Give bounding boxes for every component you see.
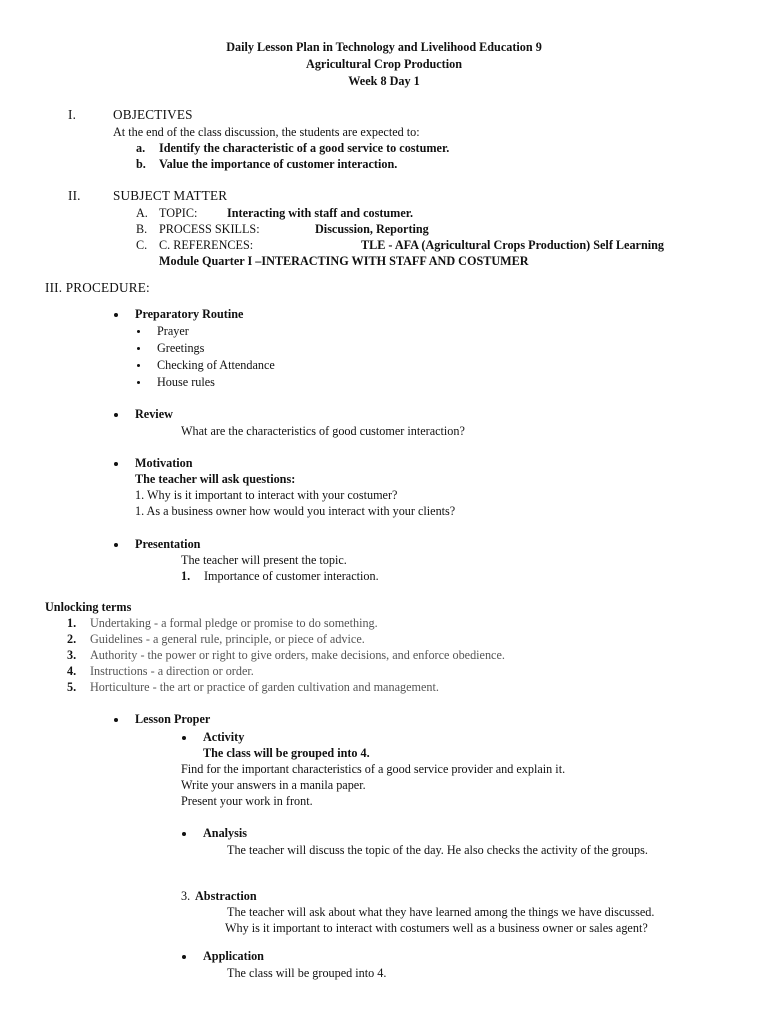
abstraction-heading: Abstraction — [195, 889, 257, 903]
bullet-icon — [114, 313, 118, 317]
objective-b-text: Value the importance of customer interaction. — [159, 157, 398, 171]
bullet-icon — [114, 413, 118, 417]
bullet-icon — [114, 718, 118, 722]
bullet-icon — [137, 347, 140, 350]
motivation-question: 1. Why is it important to interact with your costumer? — [135, 488, 398, 502]
application-heading: Application — [203, 949, 264, 963]
preparatory-routine-heading: Preparatory Routine — [135, 307, 244, 321]
bullet-icon — [137, 381, 140, 384]
routine-item: Checking of Attendance — [157, 358, 275, 372]
activity-heading: Activity — [203, 730, 245, 744]
bullet-icon — [137, 330, 140, 333]
abstraction-number: 3. — [181, 889, 191, 903]
term-number: 1. — [67, 616, 77, 630]
bullet-icon — [182, 736, 186, 740]
review-text: What are the characteristics of good customer interaction? — [181, 424, 465, 438]
process-skills-label: PROCESS SKILLS: — [159, 222, 260, 236]
bullet-icon — [182, 955, 186, 959]
doc-subtitle: Agricultural Crop Production — [306, 57, 462, 71]
term-text: Instructions - a direction or order. — [90, 664, 254, 678]
doc-week-day: Week 8 Day 1 — [348, 74, 420, 88]
analysis-heading: Analysis — [203, 826, 248, 840]
analysis-text: The teacher will discuss the topic of the day. He also checks the activity of the groups. — [227, 843, 648, 857]
subject-matter-number: II. — [68, 188, 81, 203]
activity-subheading: The class will be grouped into 4. — [203, 746, 370, 760]
unlocking-terms-heading: Unlocking terms — [45, 600, 132, 614]
topic-label: TOPIC: — [159, 206, 198, 220]
activity-line: Find for the important characteristics of a good service provider and explain it. — [181, 762, 566, 776]
objective-b-marker: b. — [136, 157, 146, 171]
term-number: 5. — [67, 680, 77, 694]
abstraction-line: The teacher will ask about what they have learned among the things we have discussed. — [227, 905, 655, 919]
routine-item: Prayer — [157, 324, 189, 338]
activity-line: Present your work in front. — [181, 794, 313, 808]
objectives-number: I. — [68, 107, 77, 122]
topic-value: Interacting with staff and costumer. — [227, 206, 414, 220]
presentation-item-text: Importance of customer interaction. — [204, 569, 379, 583]
topic-marker: A. — [136, 206, 148, 220]
term-text: Horticulture - the art or practice of garden cultivation and management. — [90, 680, 439, 694]
motivation-question: 1. As a business owner how would you interact with your clients? — [135, 504, 456, 518]
bullet-icon — [182, 832, 186, 836]
term-number: 4. — [67, 664, 77, 678]
presentation-heading: Presentation — [135, 537, 201, 551]
references-continued: Module Quarter I –INTERACTING WITH STAFF AND COSTUMER — [159, 254, 529, 268]
bullet-icon — [114, 543, 118, 547]
term-text: Guidelines - a general rule, principle, or piece of advice. — [90, 632, 365, 646]
bullet-icon — [114, 462, 118, 466]
term-number: 2. — [67, 632, 77, 646]
references-marker: C. — [136, 238, 148, 252]
lesson-proper-heading: Lesson Proper — [135, 712, 211, 726]
subject-matter-heading: SUBJECT MATTER — [113, 188, 228, 203]
bullet-icon — [137, 364, 140, 367]
process-skills-marker: B. — [136, 222, 148, 236]
routine-item: House rules — [157, 375, 215, 389]
routine-item: Greetings — [157, 341, 205, 355]
doc-title: Daily Lesson Plan in Technology and Livelihood Education 9 — [226, 40, 542, 54]
review-heading: Review — [135, 407, 173, 421]
application-text: The class will be grouped into 4. — [227, 966, 387, 980]
motivation-heading: Motivation — [135, 456, 193, 470]
motivation-subheading: The teacher will ask questions: — [135, 472, 296, 486]
objectives-intro: At the end of the class discussion, the students are expected to: — [113, 125, 420, 139]
references-value: TLE - AFA (Agricultural Crops Production) Self Learning — [361, 238, 665, 252]
term-text: Undertaking - a formal pledge or promise to do something. — [90, 616, 378, 630]
references-label: C. REFERENCES: — [159, 238, 254, 252]
objective-a-marker: a. — [136, 141, 146, 155]
term-text: Authority - the power or right to give orders, make decisions, and enforce obedience. — [90, 648, 505, 662]
procedure-heading: III. PROCEDURE: — [45, 280, 150, 295]
term-number: 3. — [67, 648, 77, 662]
objectives-heading: OBJECTIVES — [113, 107, 193, 122]
objective-a-text: Identify the characteristic of a good service to costumer. — [159, 141, 450, 155]
abstraction-line: Why is it important to interact with costumers well as a business owner or sales agent? — [225, 921, 648, 935]
presentation-text: The teacher will present the topic. — [181, 553, 347, 567]
presentation-item-number: 1. — [181, 569, 191, 583]
process-skills-value: Discussion, Reporting — [315, 222, 429, 236]
activity-line: Write your answers in a manila paper. — [181, 778, 366, 792]
